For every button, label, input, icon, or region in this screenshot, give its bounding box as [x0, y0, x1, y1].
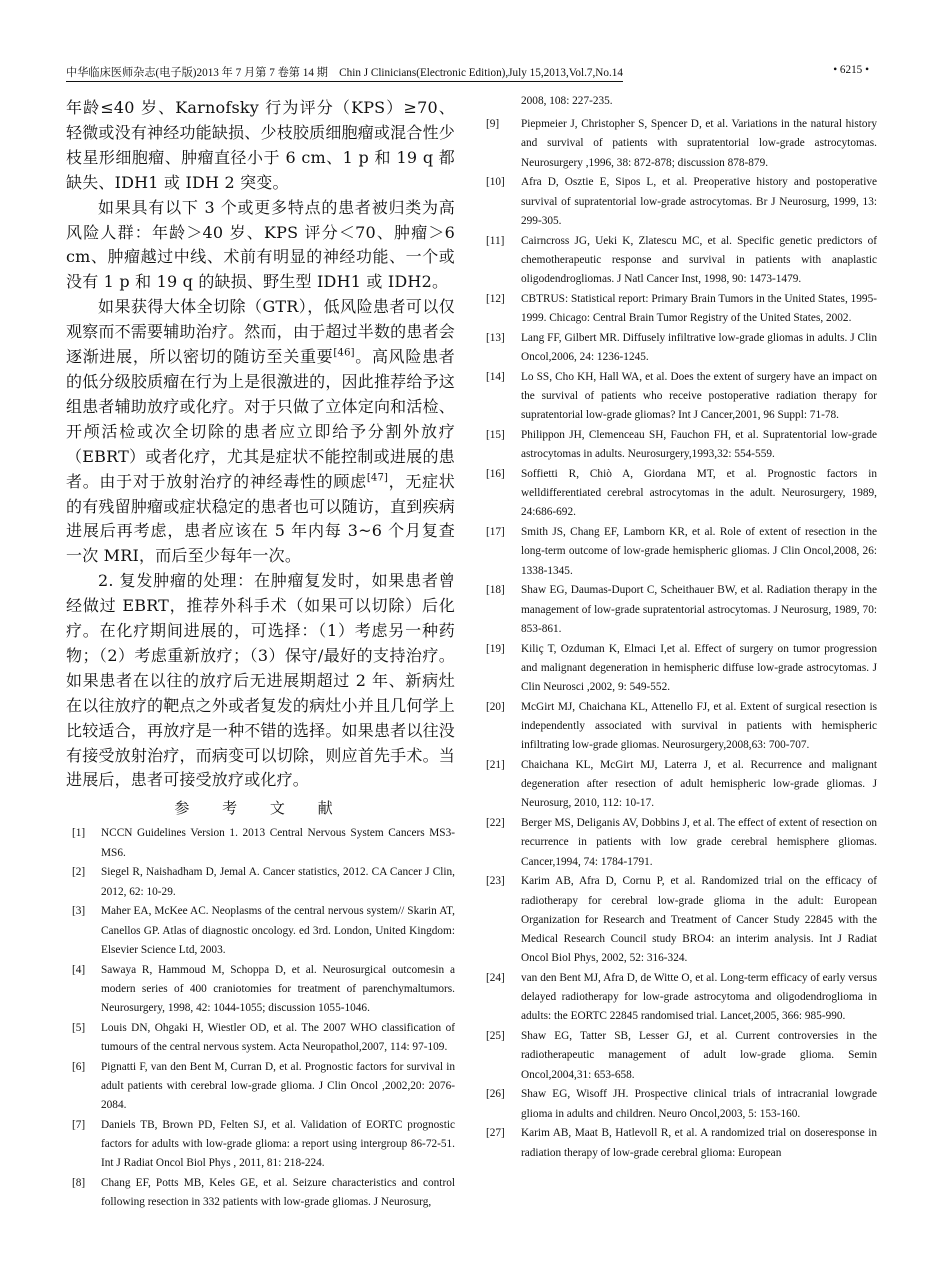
reference-item [66, 902, 455, 960]
reference-item [486, 1124, 877, 1162]
body-paragraph-3 [66, 295, 455, 569]
reference-item [66, 1058, 455, 1116]
reference-number: [19] [486, 642, 505, 655]
paragraph-3-part-a: 如果获得大体全切除（GTR），低风险患者可以仅观察而不需要辅助治疗。然而，由于超过半数的患者会逐渐进展，所以密切的随访至关重要 [66, 297, 455, 367]
reference-number: [4] [72, 963, 86, 976]
reference-item [486, 523, 877, 581]
reference-number: [14] [486, 370, 505, 383]
reference-item [486, 1027, 877, 1085]
reference-text: Smith JS, Chang EF, Lamborn KR, et al. Role of extent of resection in the long-term outcome of low-grade hemispheric gliomas. J Clin Oncol,2008, 26: 1338-1345. [521, 526, 877, 577]
body-paragraph-4: 2. 复发肿瘤的处理：在肿瘤复发时，如果患者曾经做过 EBRT，推荐外科手术（如果可以切除）后化疗。在化疗期间进展的，可选择：（1）考虑另一种药物；（2）考虑重新放疗；（3）保守/最好的支持治疗。如果患者在以往的放疗后无进展期超过 2 年、新病灶在以往放疗的靶点之外或者复发的病灶小并且几何学上比较适合，再放疗是一种不错的选择。如果患者以往没有接受放射治疗，而病变可以切除，则应首先手术。当进展后，患者可接受放疗或化疗。 [66, 571, 455, 790]
reference-item [66, 961, 455, 1019]
reference-number: [23] [486, 875, 505, 888]
reference-number: [26] [486, 1088, 505, 1101]
reference-text: Louis DN, Ohgaki H, Wiestler OD, et al. The 2007 WHO classification of tumours of the central nervous system. Acta Neuropathol,2007, 114: 97-109. [101, 1021, 455, 1053]
reference-item [486, 368, 877, 426]
reference-item [486, 465, 877, 523]
reference-text: Cairncross JG, Ueki K, Zlatescu MC, et al. Specific genetic predictors of chemotherapeutic response and survival in patients with anaplastic oligodendrogliomas. J Natl Cancer Inst, 1998, 90: 1473-1479. [521, 234, 877, 286]
reference-number: [10] [486, 176, 505, 189]
reference-item [486, 640, 877, 698]
reference-number: [20] [486, 700, 505, 713]
reference-number: [24] [486, 972, 505, 985]
reference-number: [7] [72, 1118, 86, 1131]
reference-text: McGirt MJ, Chaichana KL, Attenello FJ, et al. Extent of surgical resection is independently associated with survival in patients with hemispheric infiltrating low-grade gliomas. Neurosurgery,2008,63: 700-707. [521, 700, 877, 752]
left-column [66, 96, 455, 1213]
page-number: • 6215 • [833, 64, 869, 76]
reference-item [486, 115, 877, 173]
reference-number: [25] [486, 1030, 505, 1043]
reference-text: Daniels TB, Brown PD, Felten SJ, et al. Validation of EORTC prognostic factors for adults with low-grade glioma: a report using intergroup 86-72-51. Int J Radiat Oncol Biol Phys , 2011, 81: 218-224. [101, 1118, 455, 1170]
reference-item [66, 824, 455, 862]
reference-text: Maher EA, McKee AC. Neoplasms of the central nervous system// Skarin AT, Canellos GP. Atlas of diagnostic oncology. ed 3rd. London, United Kingdom: Elsevier Science Ltd, 2003. [101, 905, 455, 956]
right-column [486, 96, 877, 1163]
reference-number: [5] [72, 1021, 86, 1034]
reference-text: Chaichana KL, McGirt MJ, Laterra J, et al. Recurrence and malignant degeneration after resection of adult hemispheric low-grade gliomas. J Neurosurg, 2010, 112: 10-17. [521, 759, 877, 810]
reference-text: CBTRUS: Statistical report: Primary Brain Tumors in the United States, 1995-1999. Chicago: Central Brain Tumor Registry of the United States, 2002. [521, 292, 877, 325]
running-header [66, 64, 869, 84]
reference-number: [21] [486, 759, 505, 772]
reference-item [66, 1019, 455, 1057]
reference-number: [9] [486, 118, 500, 131]
reference-number: [22] [486, 817, 505, 830]
reference-item [486, 1085, 877, 1123]
reference-text: Shaw EG, Wisoff JH. Prospective clinical trials of intracranial lowgrade glioma in adults and children. Neuro Oncol,2003, 5: 153-160. [521, 1088, 877, 1120]
reference-number: [8] [72, 1177, 86, 1190]
reference-number: [17] [486, 526, 505, 539]
reference-number: [16] [486, 468, 505, 481]
reference-item [486, 173, 877, 231]
journal-header: 中华临床医师杂志(电子版)2013 年 7 月第 7 卷第 14 期 Chin J Clinicians(Electronic Edition),July 15,2013,Vol.7,No.14 [66, 64, 623, 82]
reference-text: Lang FF, Gilbert MR. Diffusely infiltrative low-grade gliomas in adults. J Clin Oncol,2006, 24: 1236-1245. [521, 331, 877, 364]
body-paragraph-2: 如果具有以下 3 个或更多特点的患者被归类为高风险人群：年龄＞40 岁、KPS 评分＜70、肿瘤＞6 cm、肿瘤越过中线、术前有明显的神经功能、一个或没有 1 p 和 19 q 的缺损、野生型 IDH1 或 IDH2。 [66, 197, 455, 292]
references-list-right [486, 115, 877, 1163]
references-heading: 参 考 文 献 [174, 799, 347, 818]
reference-text: Philippon JH, Clemenceau SH, Fauchon FH, et al. Supratentorial low-grade astrocytomas in adults. Neurosurgery,1993,32: 554-559. [521, 429, 877, 461]
reference-number: [15] [486, 429, 505, 442]
reference-number: [6] [72, 1060, 86, 1073]
body-paragraph-1: 年龄≤40 岁、Karnofsky 行为评分（KPS）≥70、轻微或没有神经功能缺损、少枝胶质细胞瘤或混合性少枝星形细胞瘤、肿瘤直径小于 6 cm、1 p 和 19 q 都缺失、IDH1 或 IDH 2 突变。 [66, 98, 455, 192]
reference-item [486, 232, 877, 290]
reference-text: Shaw EG, Daumas-Duport C, Scheithauer BW, et al. Radiation therapy in the management of low-grade supratentorial astrocytomas. J Neurosurg, 1989, 70: 853-861. [521, 584, 877, 635]
reference-number: [13] [486, 331, 505, 344]
reference-item [486, 290, 877, 328]
reference-item [66, 1116, 455, 1174]
reference-text: Berger MS, Deliganis AV, Dobbins J, et al. The effect of extent of resection on recurrence in patients with low grade cerebral hemisphere gliomas. Cancer,1994, 74: 1784-1791. [521, 817, 877, 868]
reference-text: Afra D, Osztie E, Sipos L, et al. Preoperative history and postoperative survival of supratentorial low-grade astrocytomas. Br J Neurosurg, 1999, 13: 299-305. [521, 176, 877, 227]
reference-8-continuation: 2008, 108: 227-235. [521, 95, 613, 107]
reference-item [486, 581, 877, 639]
reference-number: [11] [486, 234, 505, 247]
reference-text: Shaw EG, Tatter SB, Lesser GJ, et al. Current controversies in the radiotherapeutic management of adult low-grade glioma. Semin Oncol,2004,31: 653-658. [521, 1030, 877, 1081]
reference-item [486, 969, 877, 1027]
reference-text: Karim AB, Maat B, Hatlevoll R, et al. A randomized trial on doseresponse in radiation therapy of low-grade cerebral glioma: European [521, 1127, 877, 1159]
reference-item [486, 872, 877, 968]
reference-text: Siegel R, Naishadham D, Jemal A. Cancer statistics, 2012. CA Cancer J Clin, 2012, 62: 10-29. [101, 866, 455, 898]
reference-text: Soffietti R, Chiò A, Giordana MT, et al. Prognostic factors in welldifferentiated cerebral astrocytomas in the adult. Neurosurgery, 1989, 24:686-692. [521, 468, 877, 519]
reference-text: Karim AB, Afra D, Cornu P, et al. Randomized trial on the efficacy of radiotherapy for cerebral low-grade glioma in the adult: European Organization for Research and Treatment of Cancer Study 22845 with the Medical Research Council study BRO4: an interim analysis. Int J Radiat Oncol Biol Phys, 2002, 52: 316-324. [521, 875, 877, 965]
reference-text: Piepmeier J, Christopher S, Spencer D, et al. Variations in the natural history and survival of patients with supratentorial low-grade astrocytomas. Neurosurgery ,1996, 38: 872-878; discussion 878-879. [521, 118, 877, 169]
reference-text: Sawaya R, Hammoud M, Schoppa D, et al. Neurosurgical outcomesin a modern series of 400 craniotomies for treatment of parenchymaltumors. Neurosurgery, 1998, 42: 1044-1055; discussion 1055-1046. [101, 963, 455, 1014]
reference-text: van den Bent MJ, Afra D, de Witte O, et al. Long-term efficacy of early versus delayed radiotherapy for low-grade astrocytoma and oligodendroglioma in adults: the EORTC 22845 randomised trial. Lancet,2005, 366: 985-990. [521, 972, 877, 1023]
paragraph-3-part-b: 。高风险患者的低分级胶质瘤在行为上是很激进的，因此推荐给予这组患者辅助放疗或化疗。对于只做了立体定向和活检、开颅活检或次全切除的患者应立即给予分割外放疗（EBRT）或者化疗，尤其是症状不能控制或进展的患者。由于对于放射治疗的神经毒性的顾虑 [66, 347, 456, 491]
references-list-left [66, 824, 455, 1212]
reference-number: [27] [486, 1127, 505, 1140]
reference-item [486, 756, 877, 814]
reference-number: [3] [72, 905, 86, 918]
citation-47: [47] [366, 472, 389, 484]
reference-item [486, 698, 877, 756]
reference-text: NCCN Guidelines Version 1. 2013 Central Nervous System Cancers MS3-MS6. [101, 827, 455, 859]
paragraph-3-part-c: ，无症状的有残留肿瘤或症状稳定的患者也可以随访，直到疾病进展后再考虑，患者应该在 5 年内每 3~6 个月复查一次 MRI，而后至少每年一次。 [66, 471, 455, 566]
citation-46: [46] [333, 347, 355, 359]
reference-item [486, 329, 877, 367]
reference-item [66, 1174, 455, 1212]
reference-text: Lo SS, Cho KH, Hall WA, et al. Does the extent of surgery have an impact on the survival of patients who receive postoperative radiation therapy for supratentorial low-grade gliomas? Int J Cancer,2001, 96 Suppl: 71-78. [521, 370, 877, 422]
reference-text: Kiliç T, Ozduman K, Elmaci I,et al. Effect of surgery on tumor progression and malignant degeneration in hemispheric diffuse low-grade astrocytomas. J Clin Neurosci ,2002, 9: 549-552. [521, 642, 877, 694]
reference-text: Pignatti F, van den Bent M, Curran D, et al. Prognostic factors for survival in adult patients with cerebral low-grade glioma. J Clin Oncol ,2002,20: 2076-2084. [101, 1060, 455, 1112]
reference-item [486, 426, 877, 464]
reference-number: [18] [486, 584, 505, 597]
reference-number: [12] [486, 292, 505, 305]
reference-item [486, 814, 877, 872]
reference-item [66, 863, 455, 901]
reference-number: [2] [72, 866, 86, 879]
reference-number: [1] [72, 827, 86, 840]
reference-text: Chang EF, Potts MB, Keles GE, et al. Seizure characteristics and control following resection in 332 patients with low-grade gliomas. J Neurosurg, [101, 1177, 455, 1209]
